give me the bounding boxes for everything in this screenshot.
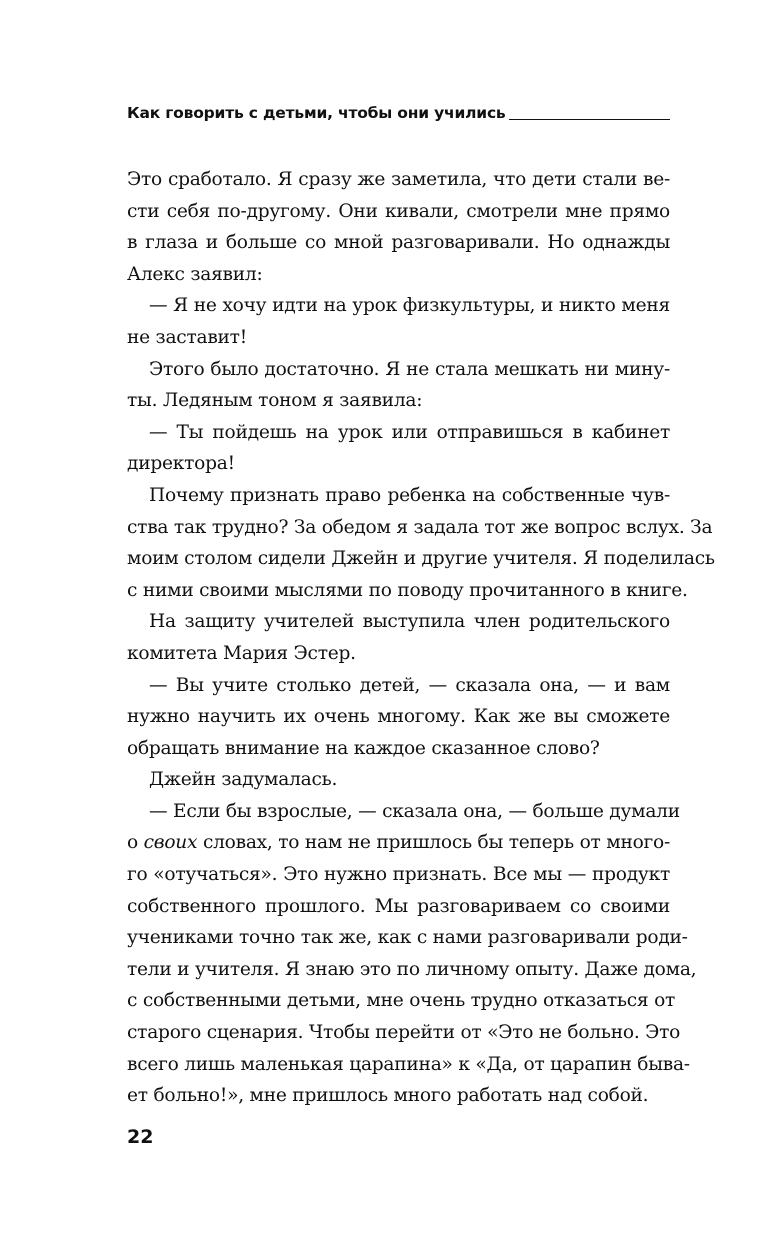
text-line: тели и учителя. Я знаю это по личному опыту. Даже дома, — [127, 958, 697, 980]
text-line: — Ты пойдешь на урок или отправишься в кабинет — [149, 421, 670, 443]
text-line: о своих словах, то нам не пришлось бы теперь от много- — [127, 832, 670, 854]
text-line: ства так трудно? За обедом я задала тот же вопрос вслух. За — [127, 516, 713, 538]
body-text — [127, 164, 715, 1112]
text-line: ет больно!», мне пришлось много работать над собой. — [127, 1085, 649, 1107]
text-line: Алекс заявил: — [127, 263, 263, 285]
text-line: комитета Мария Эстер. — [127, 642, 356, 664]
page-number: 22 — [127, 1126, 154, 1148]
text-line: в глаза и больше со мной разговаривали. Но однажды — [127, 232, 670, 254]
text-line: ты. Ледяным тоном я заявила: — [127, 390, 423, 412]
text-line: — Вы учите столько детей, — сказала она, — и вам — [149, 674, 670, 696]
text-line: нужно научить их очень многому. Как же вы сможете — [127, 706, 670, 728]
text-line: моим столом сидели Джейн и другие учителя. Я поделилась — [127, 548, 715, 570]
header-rule — [509, 119, 670, 120]
text-line: Этого было достаточно. Я не стала мешкать ни мину- — [149, 358, 670, 380]
running-head — [127, 103, 670, 123]
text-line: с ними своими мыслями по поводу прочитанного в книге. — [127, 579, 688, 601]
text-line: го «отучаться». Это нужно признать. Все мы — продукт — [127, 864, 670, 886]
text-line: собственного прошлого. Мы разговариваем со своими — [127, 895, 670, 917]
text-line: Джейн задумалась. — [149, 769, 338, 791]
text-line: всего лишь маленькая царапина» к «Да, от царапин быва- — [127, 1053, 690, 1075]
text-line: директора! — [127, 453, 235, 475]
text-line: не заставит! — [127, 326, 247, 348]
text-line: — Я не хочу идти на урок физкультуры, и никто меня — [149, 295, 670, 317]
text-line: обращать внимание на каждое сказанное слово? — [127, 737, 600, 759]
text-line: Почему признать право ребенка на собственные чув- — [149, 484, 670, 506]
text-line: с собственными детьми, мне очень трудно отказаться от — [127, 990, 676, 1012]
text-line: — Если бы взрослые, — сказала она, — больше думали — [149, 800, 680, 822]
text-line: сти себя по-другому. Они кивали, смотрели мне прямо — [127, 200, 670, 222]
text-line: учениками точно так же, как с нами разговаривали роди- — [127, 927, 688, 949]
text-line: старого сценария. Чтобы перейти от «Это не больно. Это — [127, 1022, 681, 1044]
running-title: Как говорить с детьми, чтобы они учились — [127, 104, 506, 122]
emphasis-word: своих — [143, 832, 198, 854]
text-line: Это сработало. Я сразу же заметила, что дети стали ве- — [127, 169, 670, 190]
text-line: На защиту учителей выступила член родительского — [149, 611, 670, 633]
